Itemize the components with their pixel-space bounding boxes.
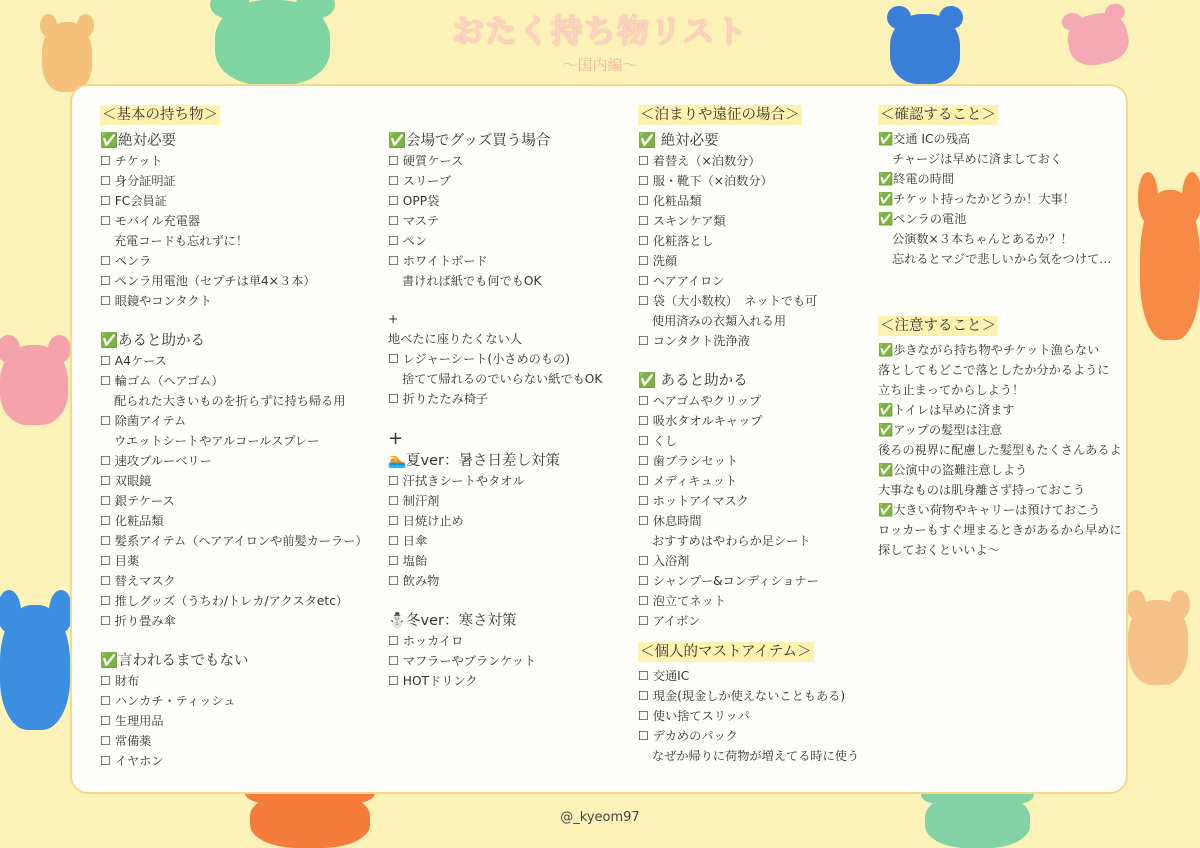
list-item[interactable]: ☐ スキンケア類 [638,214,726,228]
list-item[interactable]: ☐ 袋（大小数枚） ネットでも可 [638,294,818,308]
list-item[interactable]: ☐ 洗顔 [638,254,678,268]
gummy-bear-blue-bottom-left [0,605,70,730]
list-basic-helpful [100,351,370,631]
list-item[interactable]: ☐ 硬質ケース [388,154,464,168]
list-item[interactable]: ☐ イヤホン [100,754,164,768]
list-item[interactable]: ☐ 折りたたみ椅子 [388,392,489,406]
item-note: 書ければ紙でも何でもOK [402,274,542,288]
section-title-basic: ＜基本の持ち物＞ [102,107,218,123]
subsection-title-overnight-must: ✅ 絶対必要 [638,133,719,149]
caution-line: 大事なものは肌身離さず持っておこう [878,483,1086,497]
caution-line: 後ろの視界に配慮した髪型もたくさんあるよ [878,443,1122,457]
caution-line: ✅アップの髪型は注意 [878,423,1003,437]
subsection-title-helpful: ✅あると助かる [100,333,206,349]
list-overnight-helpful [638,391,868,631]
list-item[interactable]: ☐ ホッカイロ [388,634,464,648]
list-item[interactable]: ☐ 髪系アイテム（ヘアアイロンや前髪カーラー） [100,534,368,548]
list-item[interactable]: ☐ モバイル充電器 [100,214,201,228]
list-item[interactable]: ☐ マステ [388,214,440,228]
list-item[interactable]: ☐ ペンラ [100,254,152,268]
checklist-panel [70,84,1128,794]
item-note: 充電コードも忘れずに！ [114,234,249,248]
list-item[interactable]: ☐ 眼鏡やコンタクト [100,294,212,308]
list-item[interactable]: ☐ 折り畳み傘 [100,614,176,628]
section-title-overnight: ＜泊まりや遠征の場合＞ [640,107,800,123]
column-checks [878,104,1123,560]
list-item[interactable]: ☐ 除菌アイテム [100,414,187,428]
confirm-line: ✅ペンラの電池 [878,212,967,226]
caution-line: 落としてもどこで落としたか分かるように [878,363,1110,377]
list-item[interactable]: ☐ メディキュット [638,474,738,488]
section-title-confirm: ＜確認すること＞ [880,107,996,123]
confirm-note: 忘れるとマジで悲しいから気をつけて… [892,252,1112,266]
author-handle: @_kyeom97 [560,810,640,825]
list-item[interactable]: ☐ HOTドリンク [388,674,478,688]
list-goods [388,151,628,291]
list-overnight-must [638,151,868,351]
list-item[interactable]: ☐ ヘアアイロン [638,274,725,288]
list-item[interactable]: ☐ 速攻ブルーベリー [100,454,212,468]
list-item[interactable]: ☐ アイボン [638,614,701,628]
list-item[interactable]: ☐ 日傘 [388,534,428,548]
column-goods-seasonal [388,129,628,691]
list-item[interactable]: ☐ くし [638,434,678,448]
caution-line: ✅大きい荷物やキャリーは預けておこう [878,503,1101,517]
list-item[interactable]: ☐ 生理用品 [100,714,164,728]
item-note: おすすめはやわらか足シート [652,534,811,548]
list-item[interactable]: ☐ ヘアゴムやクリップ [638,394,762,408]
page-title: おたく持ち物リスト [451,12,749,50]
list-item[interactable]: ☐ 泡立てネット [638,594,726,608]
caution-line: ✅トイレは早めに済ます [878,403,1015,417]
list-item[interactable]: ☐ 双眼鏡 [100,474,152,488]
list-item[interactable]: ☐ 銀テケース [100,494,175,508]
list-item[interactable]: ☐ FC会員証 [100,194,167,208]
list-item[interactable]: ☐ OPP袋 [388,194,440,208]
section-title-personal: ＜個人的マストアイテム＞ [640,644,812,660]
list-item[interactable]: ☐ 常備薬 [100,734,152,748]
section-title-caution: ＜注意すること＞ [880,318,996,334]
list-summer [388,471,628,591]
subsection-title-summer: 🏊夏ver：暑さ日差し対策 [388,453,561,469]
gummy-bear-pink-left [0,345,68,425]
caution-line: 探しておくといいよ〜 [878,543,1000,557]
caution-line: ✅公演中の盗難注意しよう [878,463,1028,477]
list-caution [878,340,1123,560]
list-item[interactable]: ☐ デカめのパック [638,729,738,743]
list-item[interactable]: ☐ レジャーシート(小さめのもの) [388,352,570,366]
list-item[interactable]: ☐ 服・靴下（×泊数分） [638,174,773,188]
list-item[interactable]: ☐ 身分証明証 [100,174,176,188]
subsection-title-obvious: ✅言われるまでもない [100,653,249,669]
list-item[interactable]: ☐ スリーブ [388,174,451,188]
list-item[interactable]: ☐ 目薬 [100,554,140,568]
plus-divider: + [388,428,404,449]
list-item[interactable]: ☐ 入浴剤 [638,554,690,568]
list-item[interactable]: ☐ 交通IC [638,669,690,683]
list-item[interactable]: ☐ ペンラ用電池（セプチは単4×３本） [100,274,316,288]
list-item[interactable]: ☐ 化粧品類 [100,514,164,528]
list-item[interactable]: ☐ 現金(現金しか使えないこともある) [638,689,846,703]
floor-lead-text: 地べたに座りたくない人 [388,332,523,346]
list-item[interactable]: ☐ 化粧落とし [638,234,714,248]
caution-line: ロッカーもすぐ埋まるときがあるから早めに [878,523,1122,537]
list-item[interactable]: ☐ 化粧品類 [638,194,702,208]
list-item[interactable]: ☐ ホワイトボード [388,254,488,268]
list-floor [388,349,628,409]
confirm-line: ✅チケット持ったかどうか！大事！ [878,192,1075,206]
gummy-bear-orange-right [1140,190,1200,340]
list-item[interactable]: ☐ 汗拭きシートやタオル [388,474,525,488]
list-item[interactable]: ☐ 塩飴 [388,554,428,568]
subsection-title-overnight-helpful: ✅ あると助かる [638,373,748,389]
item-note: 捨てて帰れるのでいらない紙でもOK [402,372,603,386]
gummy-bear-peach-right [1128,600,1188,685]
subsection-title-goods: ✅会場でグッズ買う場合 [388,133,551,149]
list-item[interactable]: ☐ ホットアイマスク [638,494,749,508]
column-basic [100,104,370,771]
list-item[interactable]: ☐ 輪ゴム（ヘアゴム） [100,374,224,388]
list-item[interactable]: ☐ ペン [388,234,428,248]
list-basic-must [100,151,370,311]
list-item[interactable]: ☐ 替えマスク [100,574,176,588]
subsection-title-winter: ⛄冬ver：寒さ対策 [388,613,517,629]
subsection-title-must: ✅絶対必要 [100,133,177,149]
item-note: 配られた大きいものを折らずに持ち帰る用 [114,394,346,408]
confirm-line: ✅交通 ICの残高 [878,132,971,146]
list-item[interactable]: ☐ 使い捨てスリッパ [638,709,750,723]
list-item[interactable]: ☐ ハンカチ・ティッシュ [100,694,236,708]
list-winter [388,631,628,691]
list-item[interactable]: ☐ マフラーやブランケット [388,654,537,668]
plus-divider: + [388,312,399,326]
list-item[interactable]: ☐ コンタクト洗浄液 [638,334,750,348]
item-note: なぜか帰りに荷物が増えてる時に使う [652,749,860,763]
item-note: 使用済みの衣類入れる用 [652,314,787,328]
list-item[interactable]: ☐ 吸水タオルキャップ [638,414,763,428]
list-basic-obvious [100,671,370,771]
list-item[interactable]: ☐ チケット [100,154,163,168]
list-item[interactable]: ☐ 制汗剤 [388,494,440,508]
list-item[interactable]: ☐ 休息時間 [638,514,702,528]
item-note: ウエットシートやアルコールスプレー [114,434,320,448]
header [0,6,1200,75]
confirm-line: ✅終電の時間 [878,172,955,186]
caution-line: ✅歩きながら持ち物やチケット漁らない [878,343,1100,357]
list-personal [638,666,868,766]
column-overnight [638,104,868,766]
list-confirm [878,129,1123,269]
list-item[interactable]: ☐ シャンプー&コンディショナー [638,574,819,588]
confirm-note: チャージは早めに済ましておく [892,152,1063,166]
list-item[interactable]: ☐ 歯ブラシセット [638,454,739,468]
list-item[interactable]: ☐ A4ケース [100,354,167,368]
list-item[interactable]: ☐ 財布 [100,674,140,688]
confirm-note: 公演数×３本ちゃんとあるか？！ [892,232,1073,246]
list-item[interactable]: ☐ 日焼け止め [388,514,464,528]
list-item[interactable]: ☐ 飲み物 [388,574,440,588]
page-subtitle: 〜国内編〜 [562,56,638,74]
caution-line: 立ち止まってからしよう！ [878,383,1025,397]
list-item[interactable]: ☐ 着替え（×泊数分） [638,154,761,168]
list-item[interactable]: ☐ 推しグッズ（うちわ/トレカ/アクスタetc） [100,594,349,608]
